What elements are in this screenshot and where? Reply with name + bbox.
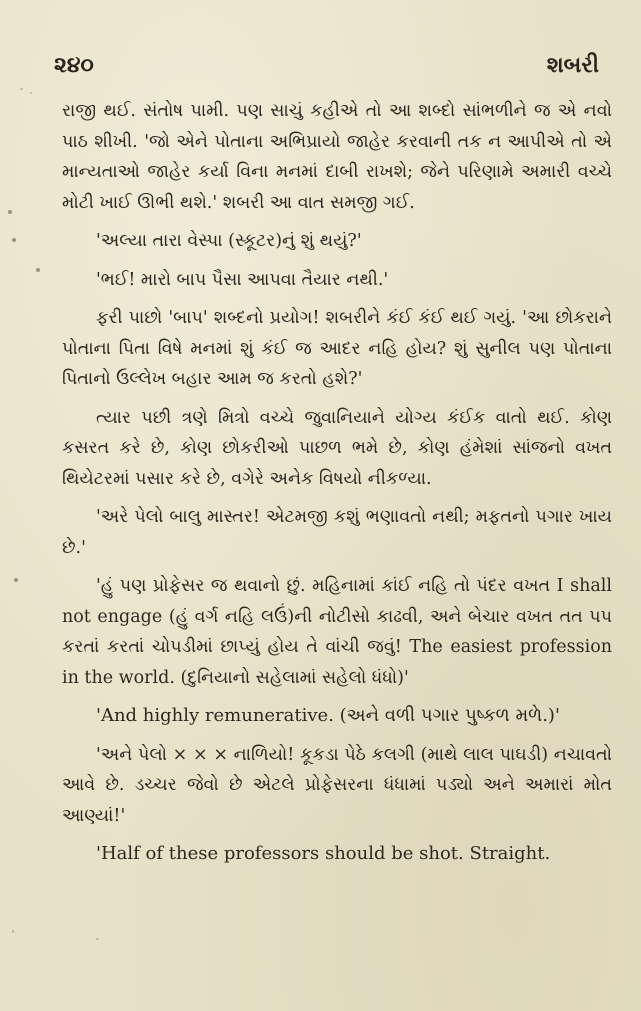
paragraph: ફરી પાછો 'બાપ' શબ્દનો પ્રયોગ! શબરીને કંઈ કંઈ થઈ ગયું. 'આ છોકરાને પોતાના પિતા વિષે મનમાં શું કંઈ જ આદર નહિ હોય? શું સુનીલ પણ પોતાના પિતાનો ઉલ્લેખ બહાર આમ જ કરતો હશે?' (62, 308, 612, 389)
paragraph: ત્યાર પછી ત્રણે મિત્રો વચ્ચે જુવાનિયાને યોગ્ય કંઈક વાતો થઈ. કોણ કસરત કરે છે, કોણ છોકરીઓ પાછળ ભમે છે, કોણ હંમેશાં સાંજનો વખત થિયેટરમાં પસાર કરે છે, વગેરે અનેક વિષયો નીકળ્યા. (62, 407, 612, 489)
paper-speck (12, 930, 14, 933)
paper-speck (20, 88, 23, 90)
paragraph: રાજી થઈ. સંતોષ પામી. પણ સાચું કહીએ તો આ શબ્દો સાંભળીને જ એ નવો પાઠ શીખી. 'જો એને પોતાના અભિપ્રાયો જાહેર કરવાની તક ન આપીએ તો એ માન્યતાઓ જાહેર કર્યા વિના મનમાં દાબી રાખશે; જેને પરિણામે અમારી વચ્ચે મોટી ખાઈ ઊભી થશે.' શબરી આ વાત સમજી ગઈ. (62, 101, 612, 213)
running-title: શબરી (546, 52, 599, 78)
page-number: ૨૪૦ (54, 52, 94, 78)
paragraph: 'હું પણ પ્રોફેસર જ થવાનો છું. મહિનામાં કાંઈ નહિ તો પંદર વખત I shall not engage (હું વર્ગ નહિ લઉં)ની નોટીસો કાઢવી, અને બેચાર વખત તત પપ કરતાં કરતાં ચોપડીમાં છાપ્યું હોય તે વાંચી જવું! The easiest profession in the world. (દુનિયાનો સહેલામાં સહેલો ધંધો)' (62, 576, 612, 688)
page-header (54, 52, 599, 82)
body-text (62, 96, 612, 878)
paragraph: 'અરે પેલો બાલુ માસ્તર! એટમજી કશું ભણાવતો નથી; મફતનો પગાર ખાય છે.' (62, 507, 612, 558)
margin-dot (36, 268, 40, 272)
paragraph: 'ભઈ! મારો બાપ પૈસા આપવા તૈયાર નથી.' (96, 269, 389, 290)
margin-dot (12, 238, 16, 242)
paragraph: 'અલ્યા તારા વેસ્પા (સ્કૂટર)નું શું થયું?' (96, 231, 362, 251)
paper-speck (30, 92, 32, 94)
paragraph: 'Half of these professors should be shot. Straight. (96, 843, 551, 864)
paragraph: 'અને પેલો × × × નાળિયો! કૂકડા પેઠે કલગી (માથે લાલ પાઘડી) નચાવતો આવે છે. ડચ્ચર જેવો છે એટલે પ્રોફેસરના ધંધામાં પડ્યો અને અમારાં મોત આણ્યાં!' (62, 744, 612, 826)
paper-speck (96, 938, 99, 940)
paragraph: 'And highly remunerative. (અને વળી પગાર પુષ્કળ મળે.)' (96, 705, 560, 726)
margin-dot (8, 210, 12, 214)
margin-dot (14, 578, 18, 582)
